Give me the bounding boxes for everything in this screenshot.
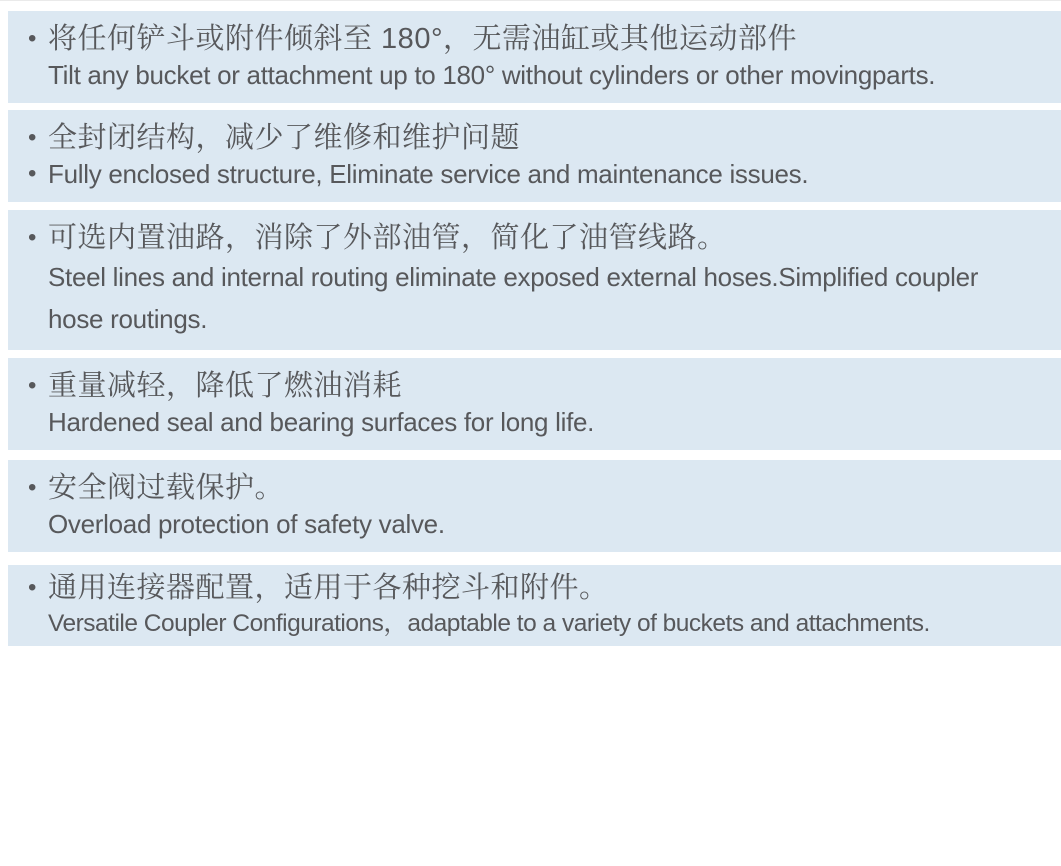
- feature-text-zh: 可选内置油路，消除了外部油管，简化了油管线路。: [48, 222, 727, 254]
- feature-line-en: [28, 156, 1055, 192]
- feature-text-en: Fully enclosed structure, Eliminate service and maintenance issues.: [48, 159, 809, 189]
- bullet-icon: •: [28, 160, 37, 187]
- feature-item-enclosed: [8, 110, 1061, 202]
- feature-item-safety-valve: [8, 460, 1061, 552]
- feature-text-en: Hardened seal and bearing surfaces for long life.: [48, 407, 595, 437]
- feature-line-zh: [28, 220, 1055, 256]
- feature-line-en: [28, 57, 1055, 93]
- bullet-icon: •: [28, 25, 37, 52]
- feature-line-zh: [28, 120, 1055, 156]
- feature-text-en: Steel lines and internal routing eliminate exposed external hoses.Simplified coupler hose routings.: [48, 262, 979, 334]
- feature-line-zh: [28, 368, 1055, 404]
- feature-text-zh: 重量减轻，降低了燃油消耗: [48, 370, 403, 402]
- feature-text-en: Versatile Coupler Configurations，adaptable to a variety of buckets and attachments.: [48, 610, 930, 637]
- feature-item-internal-routing: [8, 210, 1061, 350]
- feature-item-tilt: [8, 11, 1061, 103]
- feature-line-zh: [28, 570, 1055, 606]
- bullet-icon: •: [28, 224, 37, 251]
- feature-text-zh: 通用连接器配置，适用于各种挖斗和附件。: [48, 572, 609, 604]
- feature-list: [0, 1, 1061, 646]
- feature-line-en: [28, 606, 1055, 642]
- feature-line-zh: [28, 21, 1055, 57]
- bullet-icon: •: [28, 124, 37, 151]
- feature-line-en: [28, 506, 1055, 542]
- bullet-icon: •: [28, 372, 37, 399]
- feature-text-en: Overload protection of safety valve.: [48, 509, 445, 539]
- feature-text-zh: 安全阀过载保护。: [48, 472, 285, 504]
- feature-item-versatile-coupler: [8, 565, 1061, 646]
- feature-item-weight: [8, 358, 1061, 450]
- bullet-icon: •: [28, 474, 37, 501]
- bullet-icon: •: [28, 574, 37, 601]
- feature-text-en: Tilt any bucket or attachment up to 180° without cylinders or other movingparts.: [48, 60, 936, 90]
- feature-line-en: [28, 404, 1055, 440]
- feature-text-zh: 全封闭结构，减少了维修和维护问题: [48, 122, 521, 154]
- feature-line-zh: [28, 470, 1055, 506]
- feature-line-en: [28, 256, 1055, 340]
- feature-text-zh: 将任何铲斗或附件倾斜至 180°，无需油缸或其他运动部件: [48, 23, 798, 55]
